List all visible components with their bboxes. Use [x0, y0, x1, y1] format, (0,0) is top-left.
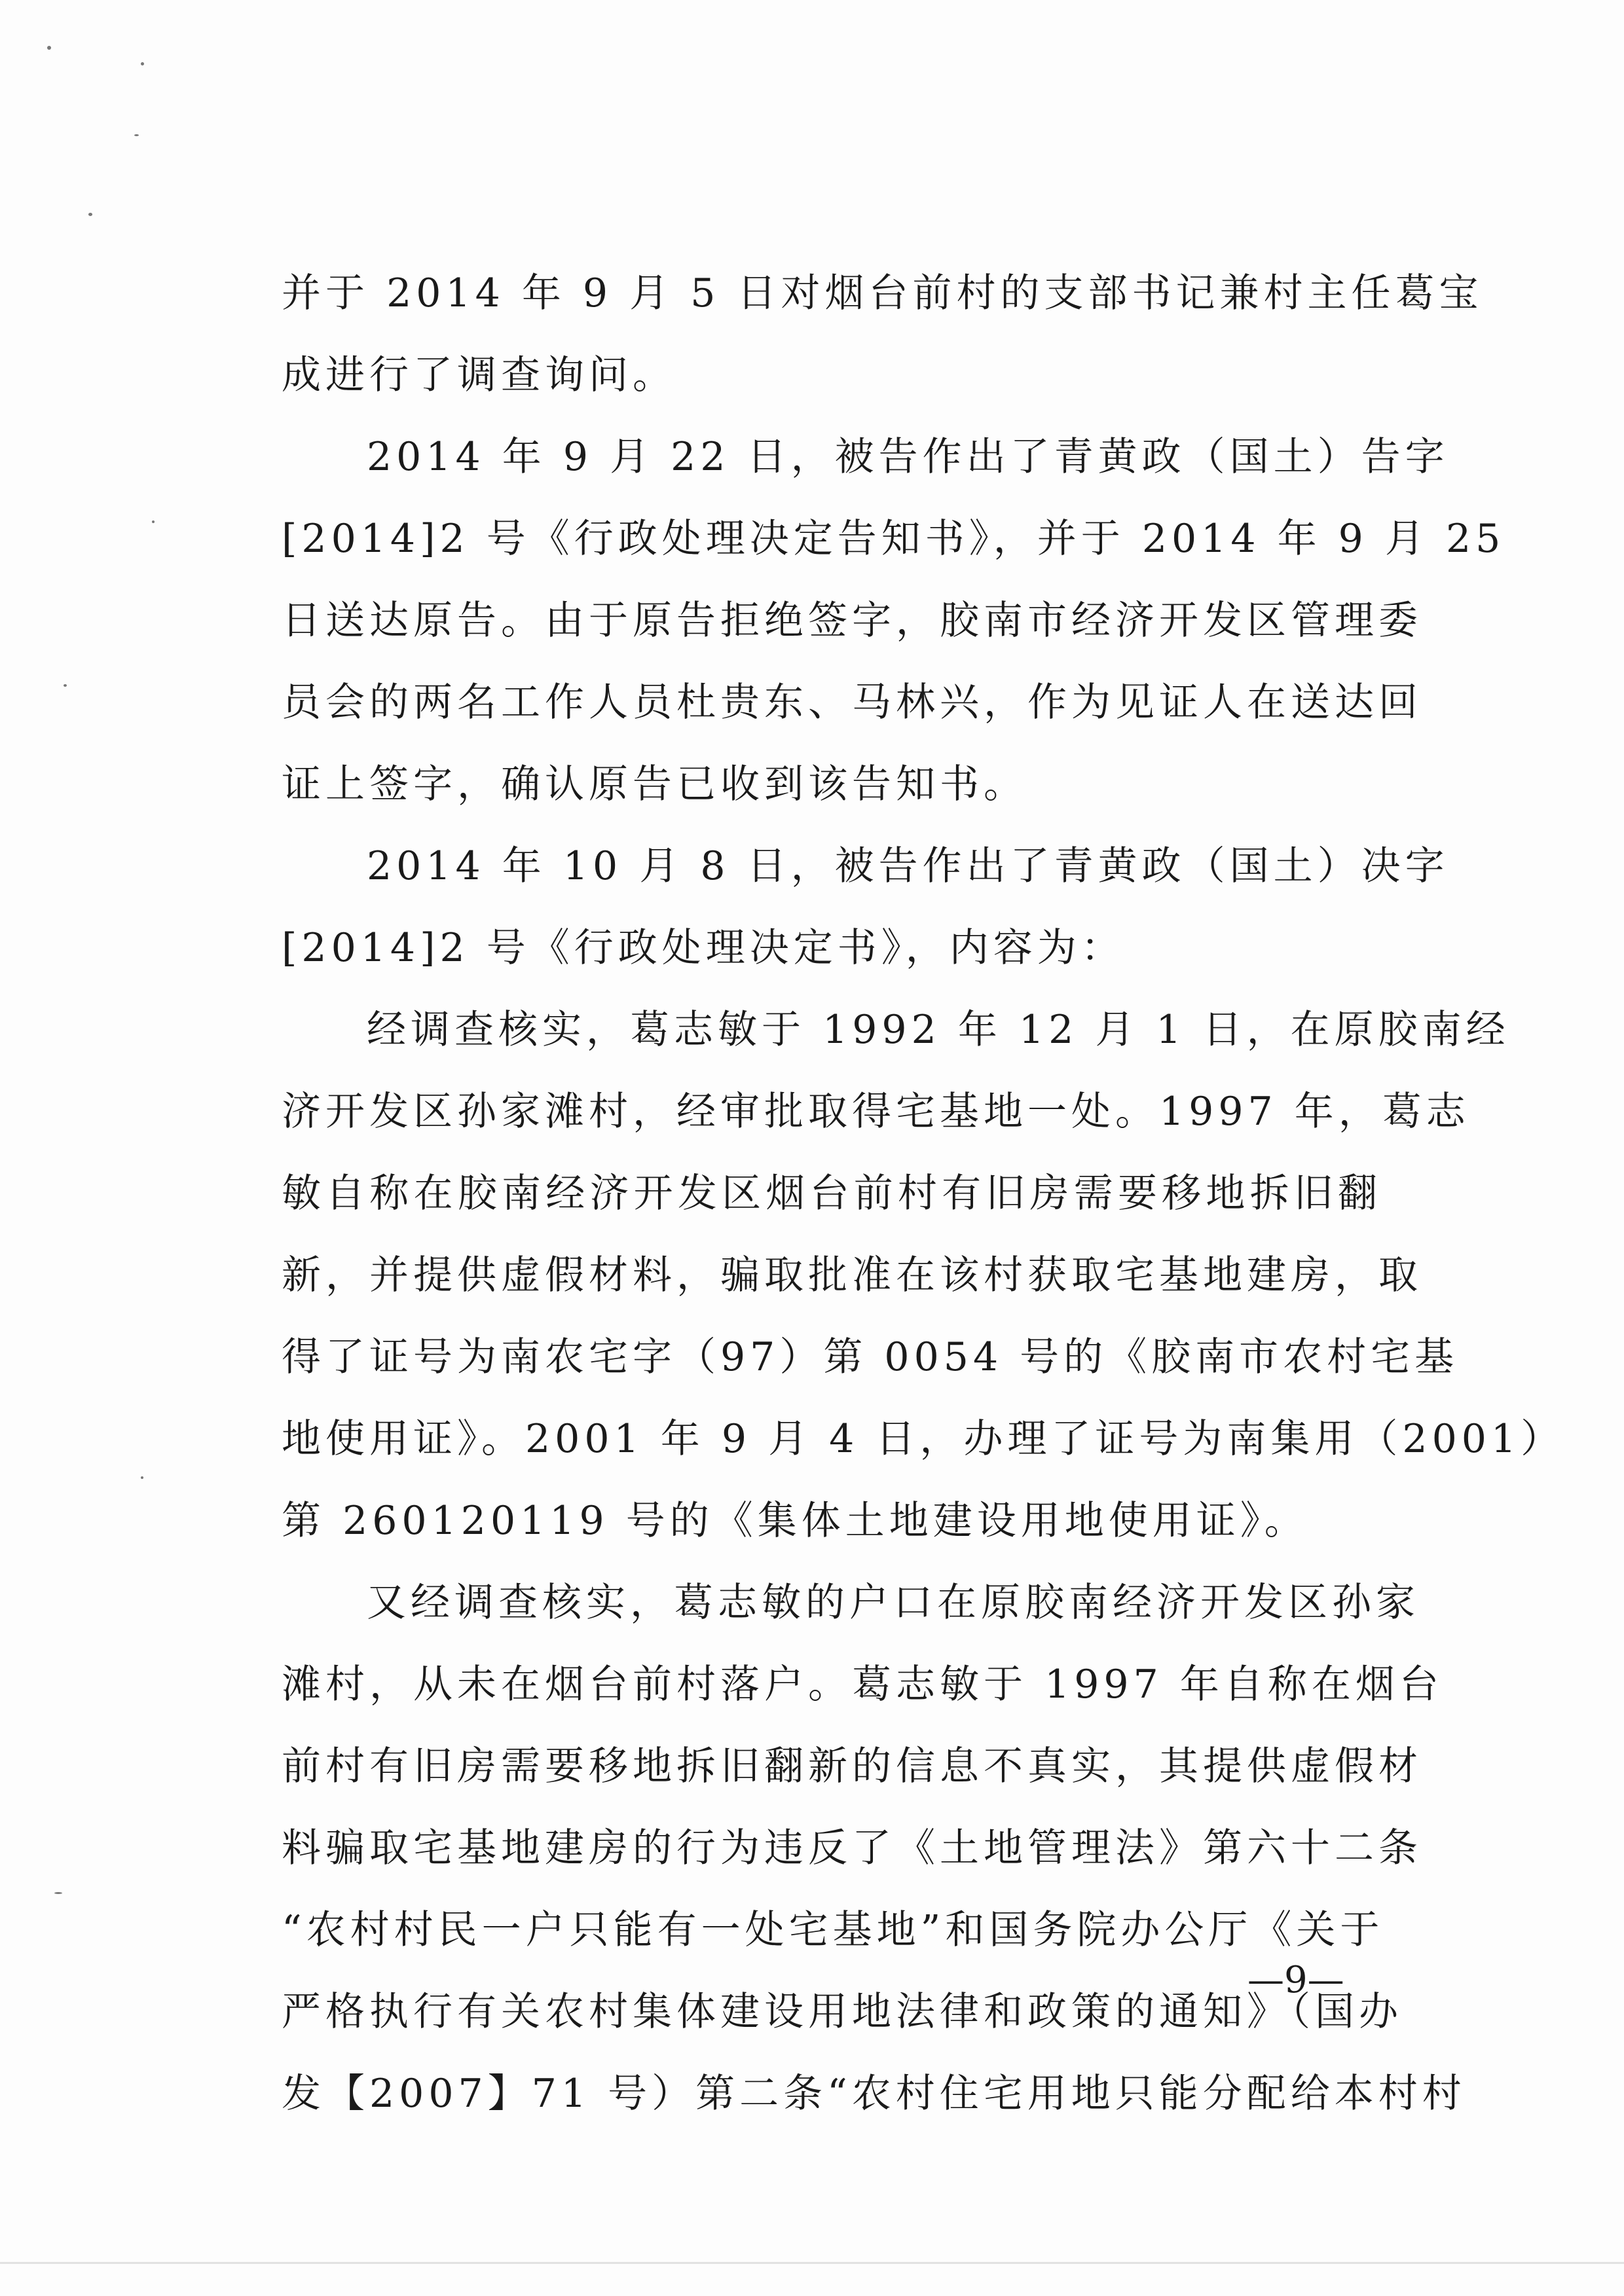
text-line: 新，并提供虚假材料，骗取批准在该村获取宅基地建房，取	[282, 1252, 1422, 1298]
text-line: 证上签字，确认原告已收到该告知书。	[282, 761, 1027, 807]
text-line: “农村村民一户只能有一处宅基地”和国务院办公厅《关于	[282, 1907, 1384, 1953]
text-line: 2014 年 9 月 22 日，被告作出了青黄政（国土）告字	[367, 434, 1449, 480]
text-line: 济开发区孙家滩村，经审批取得宅基地一处。1997 年，葛志	[282, 1089, 1470, 1135]
text-line: 严格执行有关农村集体建设用地法律和政策的通知》（国办	[282, 1989, 1403, 2035]
text-line: 滩村，从未在烟台前村落户。葛志敏于 1997 年自称在烟台	[282, 1662, 1443, 1707]
text-line: 前村有旧房需要移地拆旧翻新的信息不真实，其提供虚假材	[282, 1743, 1422, 1789]
scan-speck	[134, 134, 139, 136]
text-line: 又经调查核实，葛志敏的户口在原胶南经济开发区孙家	[367, 1580, 1420, 1626]
text-line: 日送达原告。由于原告拒绝签字，胶南市经济开发区管理委	[282, 598, 1422, 644]
text-line: [2014]2 号《行政处理决定告知书》，并于 2014 年 9 月 25	[282, 516, 1505, 562]
scan-speck	[141, 62, 144, 65]
text-line: 发【2007】71 号）第二条“农村住宅用地只能分配给本村村	[282, 2071, 1466, 2117]
scan-speck	[64, 684, 67, 687]
text-line: 地使用证》。2001 年 9 月 4 日，办理了证号为南集用（2001）	[282, 1416, 1565, 1462]
scan-speck	[152, 520, 155, 523]
text-line: 并于 2014 年 9 月 5 日对烟台前村的支部书记兼村主任葛宝	[282, 270, 1483, 316]
scan-speck	[54, 1892, 62, 1894]
scan-edge-divider	[0, 2262, 1624, 2264]
text-line: 成进行了调查询问。	[282, 352, 676, 398]
scan-speck	[47, 46, 51, 50]
page-number: —9—	[1247, 1959, 1344, 2001]
text-line: 料骗取宅基地建房的行为违反了《土地管理法》第六十二条	[282, 1825, 1422, 1871]
text-line: 得了证号为南农宅字（97）第 0054 号的《胶南市农村宅基	[282, 1334, 1459, 1380]
scan-speck	[88, 213, 92, 216]
text-line: 员会的两名工作人员杜贵东、马林兴，作为见证人在送达回	[282, 680, 1422, 725]
text-line: 2014 年 10 月 8 日，被告作出了青黄政（国土）决字	[367, 843, 1449, 889]
text-line: 经调查核实，葛志敏于 1992 年 12 月 1 日，在原胶南经	[367, 1007, 1510, 1053]
scan-speck	[141, 1476, 143, 1479]
text-line: 第 260120119 号的《集体土地建设用地使用证》。	[282, 1498, 1308, 1544]
text-line: 敏自称在胶南经济开发区烟台前村有旧房需要移地拆旧翻	[282, 1171, 1382, 1216]
text-line: [2014]2 号《行政处理决定书》，内容为：	[282, 925, 1125, 971]
